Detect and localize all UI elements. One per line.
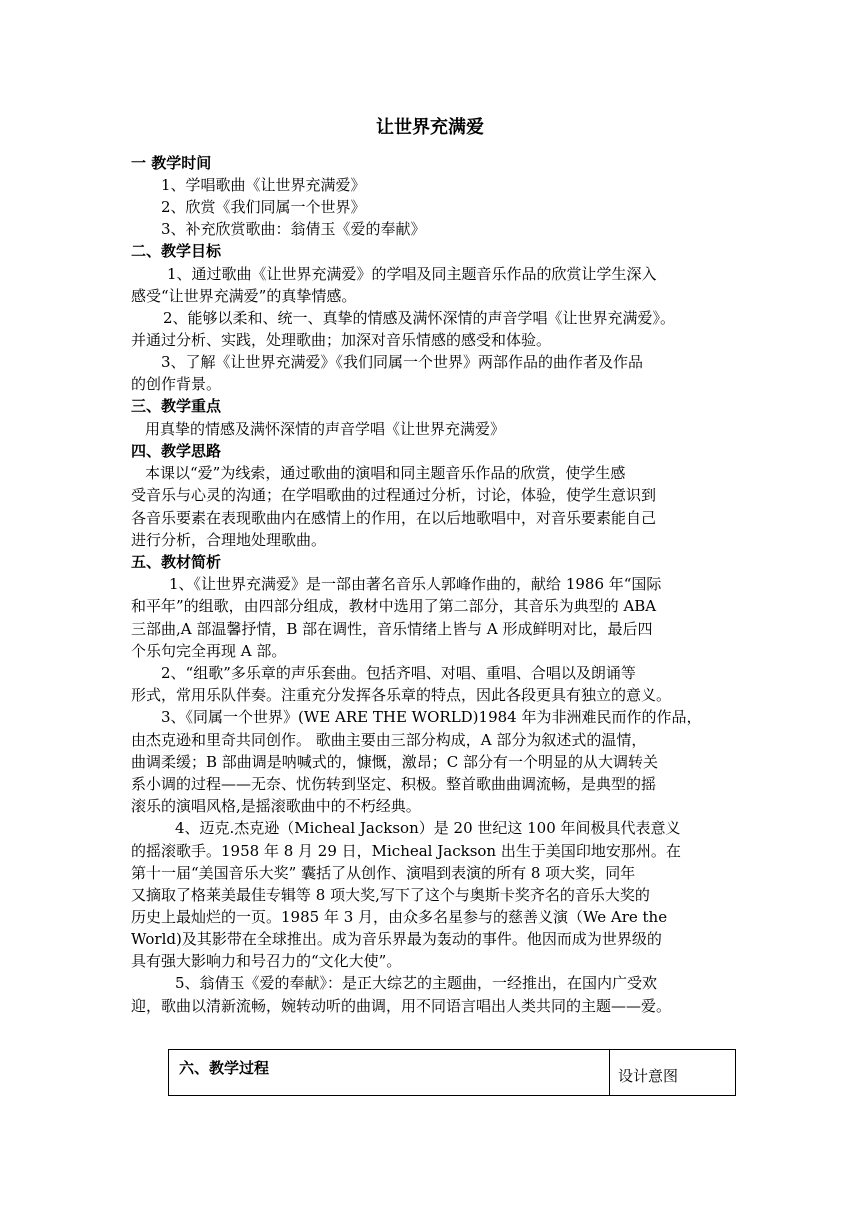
paragraph-line: 2、欣赏《我们同属一个世界》	[161, 198, 366, 216]
table-header-design-intent: 设计意图	[618, 1067, 679, 1085]
section-heading: 一 教学时间	[131, 154, 212, 172]
paragraph-line: 受音乐与心灵的沟通；在学唱歌曲的过程通过分析，讨论，体验，使学生意识到	[131, 486, 657, 504]
paragraph-line: 和平年”的组歌，由四部分组成，教材中选用了第二部分，其音乐为典型的 ABA	[131, 597, 657, 615]
table-header-process: 六、教学过程	[179, 1059, 270, 1077]
teaching-process-table	[168, 1049, 736, 1096]
paragraph-line: World)及其影带在全球推出。成为音乐界最为轰动的事件。他因而成为世界级的	[131, 930, 662, 948]
paragraph-line: 用真挚的情感及满怀深情的声音学唱《让世界充满爱》	[145, 420, 506, 438]
paragraph-line: 1、《让世界充满爱》是一部由著名音乐人郭峰作曲的，献给 1986 年“国际	[169, 575, 662, 593]
section-heading: 五、教材简析	[131, 553, 222, 571]
table-cell-design-intent	[610, 1050, 735, 1095]
paragraph-line: 具有强大影响力和号召力的“文化大使”。	[131, 952, 402, 970]
paragraph-line: 3、了解《让世界充满爱》《我们同属一个世界》两部作品的曲作者及作品	[161, 353, 644, 371]
paragraph-line: 迎，歌曲以清新流畅，婉转动听的曲调，用不同语言唱出人类共同的主题——爱。	[131, 997, 672, 1015]
paragraph-line: 3、《同属一个世界》(WE ARE THE WORLD)1984 年为非洲难民而作的作品，	[161, 708, 702, 726]
paragraph-line: 系小调的过程——无奈、忧伤转到坚定、积极。整首歌曲曲调流畅，是典型的摇	[131, 775, 657, 793]
section-heading: 二、教学目标	[131, 242, 222, 260]
paragraph-line: 各音乐要素在表现歌曲内在感情上的作用，在以后地歌唱中，对音乐要素能自己	[131, 509, 657, 527]
paragraph-line: 1、通过歌曲《让世界充满爱》的学唱及同主题音乐作品的欣赏让学生深入	[167, 265, 657, 283]
paragraph-line: 5、翁倩玉《爱的奉献》：是正大综艺的主题曲，一经推出，在国内广受欢	[175, 974, 658, 992]
section-heading: 三、教学重点	[131, 397, 222, 415]
paragraph-line: 感受“让世界充满爱”的真挚情感。	[131, 287, 357, 305]
paragraph-line: 进行分析，合理地处理歌曲。	[131, 531, 327, 549]
paragraph-line: 历史上最灿烂的一页。1985 年 3 月，由众多名星参与的慈善义演（We Are the	[131, 908, 668, 926]
paragraph-line: 滚乐的演唱风格,是摇滚歌曲中的不朽经典。	[131, 797, 421, 815]
paragraph-line: 3、补充欣赏歌曲：翁倩玉《爱的奉献》	[161, 220, 426, 238]
paragraph-line: 曲调柔缓；B 部曲调是呐喊式的，慷慨，激昂；C 部分有一个明显的从大调转关	[131, 753, 659, 771]
paragraph-line: 的摇滚歌手。1958 年 8 月 29 日，Micheal Jackson 出生于美国印地安那州。在	[131, 842, 681, 860]
paragraph-line: 4、迈克.杰克逊（Micheal Jackson）是 20 世纪这 100 年间极具代表意义	[175, 819, 681, 837]
paragraph-line: 又摘取了格莱美最佳专辑等 8 项大奖,写下了这个与奥斯卡奖齐名的音乐大奖的	[131, 886, 650, 904]
paragraph-line: 第十一届“美国音乐大奖” 囊括了从创作、演唱到表演的所有 8 项大奖，同年	[131, 864, 636, 882]
paragraph-line: 三部曲,A 部温馨抒情，B 部在调性，音乐情绪上皆与 A 形成鲜明对比，最后四	[131, 620, 653, 638]
paragraph-line: 并通过分析、实践，处理歌曲；加深对音乐情感的感受和体验。	[131, 331, 552, 349]
section-heading: 四、教学思路	[131, 442, 222, 460]
document-title: 让世界充满爱	[376, 117, 484, 138]
paragraph-line: 形式，常用乐队伴奏。注重充分发挥各乐章的特点，因此各段更具有独立的意义。	[131, 686, 672, 704]
paragraph-line: 2、能够以柔和、统一、真挚的情感及满怀深情的声音学唱《让世界充满爱》。	[163, 309, 676, 327]
paragraph-line: 的创作背景。	[131, 375, 222, 393]
table-cell-process	[169, 1050, 610, 1095]
paragraph-line: 2、“组歌”多乐章的声乐套曲。包括齐唱、对唱、重唱、合唱以及朗诵等	[161, 664, 636, 682]
paragraph-line: 由杰克逊和里奇共同创作。 歌曲主要由三部分构成，A 部分为叙述式的温情，	[131, 731, 647, 749]
paragraph-line: 本课以“爱”为线索，通过歌曲的演唱和同主题音乐作品的欣赏，使学生感	[145, 464, 626, 482]
paragraph-line: 个乐句完全再现 A 部。	[131, 642, 287, 660]
paragraph-line: 1、学唱歌曲《让世界充满爱》	[161, 176, 366, 194]
